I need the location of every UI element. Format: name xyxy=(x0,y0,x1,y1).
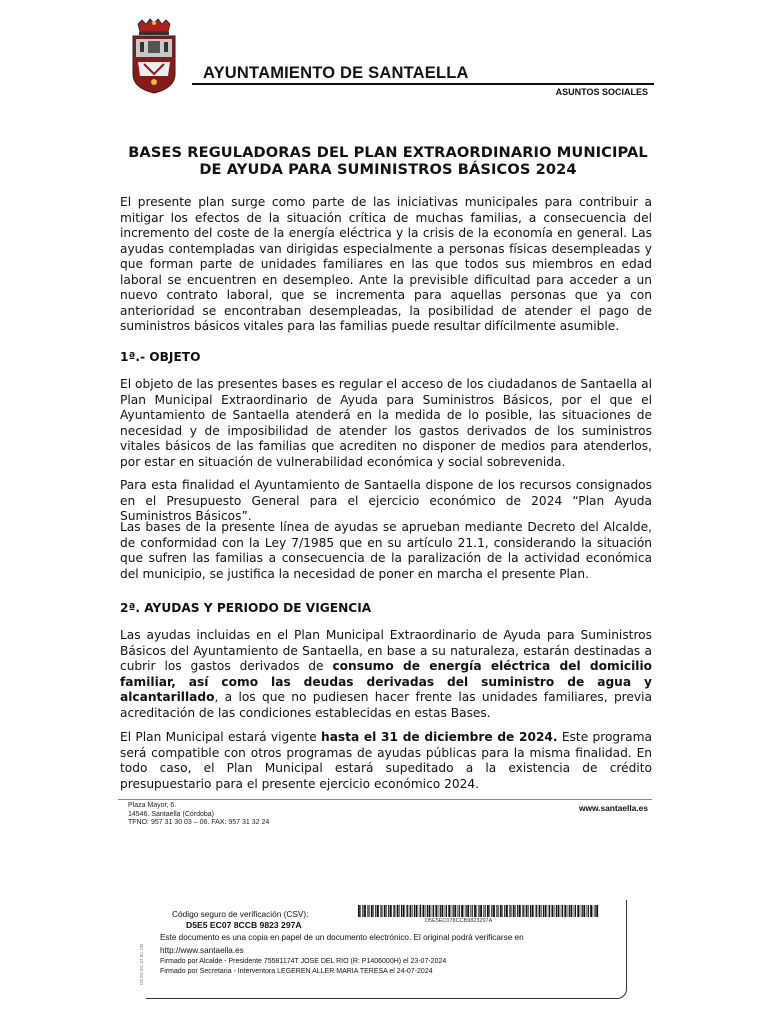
s2-p1-emphasis: consumo de energía eléctrica del domicilio familiar, así como las deudas derivadas del suministro de agua y alcantarillado xyxy=(120,659,653,704)
s2-p2-emphasis: hasta el 31 de diciembre de 2024. xyxy=(321,730,558,744)
signature-line-1: Firmado por Alcalde - Presidente 75581174T JOSE DEL RIO (R: P1406000H) el 23-07-2024 xyxy=(160,958,447,965)
csv-label: Código seguro de verificación (CSV): xyxy=(172,909,309,919)
s2-p2-text-c: Este programa será compatible con otros programas de ayudas públicas para la misma finalidad. En todo caso, el Plan Municipal estará supeditado a la existencia de crédito presupuestario para el presente ejercicio económico 2024. xyxy=(120,730,652,791)
s2-p1-text-c: , a los que no pudiesen hacer frente las unidades familiares, previa acreditación de las condiciones establecidas en estas Bases. xyxy=(120,690,652,720)
address-line-2: 14546. Santaella (Córdoba) xyxy=(128,810,215,818)
title-line-2: DE AYUDA PARA SUMINISTROS BÁSICOS 2024 xyxy=(199,161,577,178)
footer-address xyxy=(128,802,269,828)
title-line-1: BASES REGULADORAS DEL PLAN EXTRAORDINARIO MUNICIPAL xyxy=(128,144,648,161)
barcode-icon xyxy=(358,905,600,917)
coat-of-arms-icon xyxy=(128,18,180,94)
section-1-paragraph-1: El objeto de las presentes bases es regular el acceso de los ciudadanos de Santaella al Plan Municipal Extraordinario de Ayuda para Suministros Básicos, por el que el Ayuntamiento de Santaella atenderá en la medida de lo posible, las situaciones de necesidad y de imposibilidad de atender los gastos derivados de los suministros vitales básicos de las familias que acrediten no disponer de medios para atenderlos, por estar en situación de vulnerabilidad económica y social sobrevenida. xyxy=(120,377,652,469)
organization-name: AYUNTAMIENTO DE SANTAELLA xyxy=(203,64,469,82)
csv-code: D5E5 EC07 8CCB 9823 297A xyxy=(186,920,302,930)
section-1-paragraph-3: Las bases de la presente línea de ayudas se aprueban mediante Decreto del Alcalde, de conformidad con la Ley 7/1985 que en su artículo 21.1, considerando la situación que sufren las familias a consecuencia de la paralización de la actividad económica del municipio, se justifica la necesidad de poner en marcha el presente Plan. xyxy=(120,520,652,581)
section-2-paragraph-2 xyxy=(120,730,652,792)
footer-divider xyxy=(118,799,652,800)
s2-p1-text-a: Las ayudas incluidas en el Plan Municipal Extraordinario de Ayuda para Suministros Básicos del Ayuntamiento de Santaella, en base a su naturaleza, estarán destinadas a cubrir los gastos derivados de xyxy=(120,628,652,673)
department-label: ASUNTOS SOCIALES xyxy=(555,87,648,97)
signature-line-2: Firmado por Secretaria - Interventora LEGEREN ALLER MARIA TERESA el 24-07-2024 xyxy=(160,968,433,975)
side-code: D5 E5 EC 07 8C CB xyxy=(139,944,144,985)
section-2-paragraph-1 xyxy=(120,628,652,721)
intro-paragraph: El presente plan surge como parte de las iniciativas municipales para contribuir a mitigar los efectos de la situación crítica de muchas familias, a consecuencia del incremento del coste de la energía eléctrica y la crisis de la economía en general. Las ayudas contempladas van dirigidas especialmente a personas físicas desempleadas y que forman parte de unidades familiares en las que todos sus miembros en edad laboral se encuentren en desempleo. Ante la previsible dificultad para acceder a un nuevo contrato laboral, que se incrementa para aquellas personas que ya con anterioridad se encontraban desempleadas, la posibilidad de atender el pago de suministros básicos vitales para las familias puede resultar difícilmente asumible. xyxy=(120,195,652,333)
section-1-paragraph-2: Para esta finalidad el Ayuntamiento de Santaella dispone de los recursos consignados en el Presupuesto General para el ejercicio económico de 2024 “Plan Ayuda Suministros Básicos”. xyxy=(120,478,652,523)
s2-p2-text-a: El Plan Municipal estará vigente xyxy=(120,730,322,744)
section-2-heading: 2ª. AYUDAS Y PERIODO DE VIGENCIA xyxy=(120,601,372,615)
address-line-3: TFNO: 957 31 30 03 – 06. FAX: 957 31 32 24 xyxy=(128,819,270,827)
section-1-heading: 1ª.- OBJETO xyxy=(120,350,201,364)
address-line-1: Plaza Mayor, 6. xyxy=(128,802,177,809)
header-divider xyxy=(192,83,654,85)
footer-website[interactable]: www.santaella.es xyxy=(578,803,648,813)
copy-notice: Este documento es una copia en papel de un documento electrónico. El original podrá verificarse en xyxy=(160,933,524,942)
document-title xyxy=(118,144,658,178)
verify-url[interactable]: http://www.santaella.es xyxy=(160,946,244,955)
barcode-text: D5E5EC078CCB9823297A xyxy=(425,918,493,924)
